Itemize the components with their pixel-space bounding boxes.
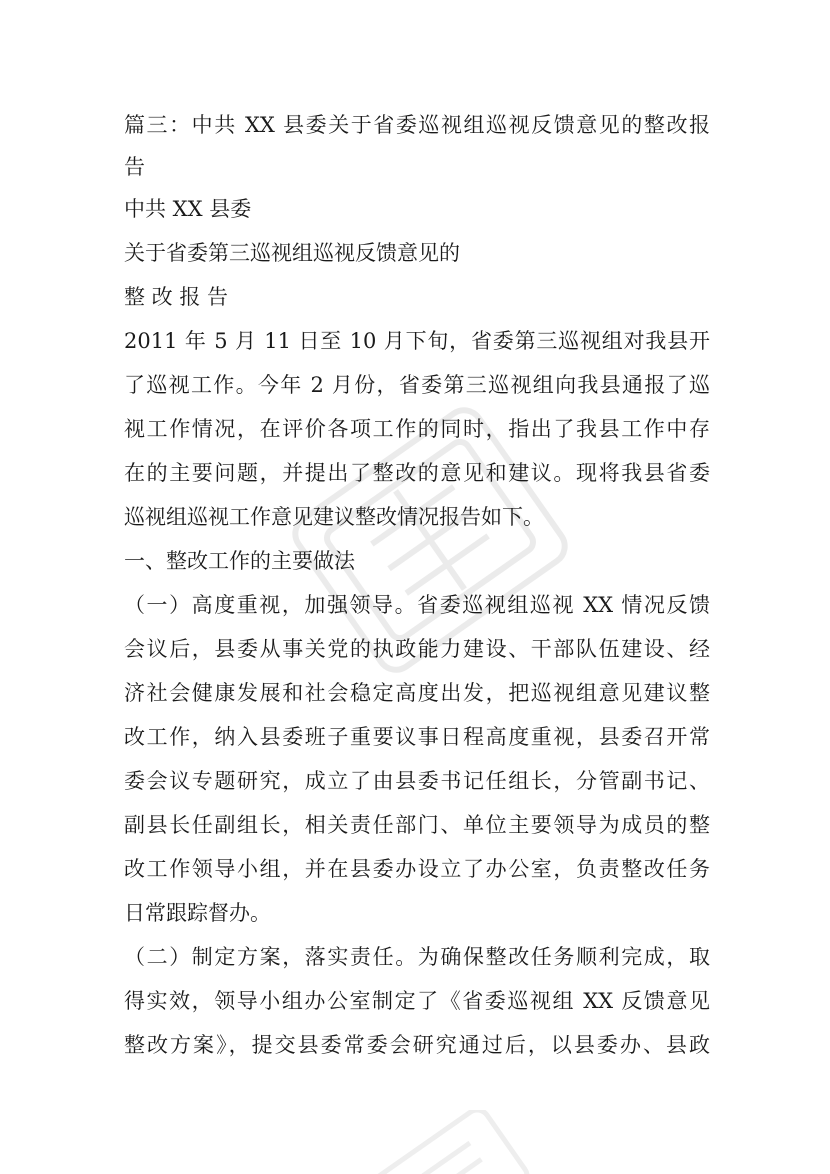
paragraph-intro-line-1: 2011 年 5 月 11 日至 10 月下旬，省委第三巡视组对我县开: [124, 329, 710, 353]
paragraph-1-line-2: 会议后，县委从事关党的执政能力建设、干部队伍建设、经: [124, 637, 710, 661]
paragraph-1-line-8: 日常跟踪督办。: [124, 901, 271, 925]
heading-subject: 关于省委第三巡视组巡视反馈意见的: [124, 241, 460, 265]
paragraph-2-line-3: 整改方案》，提交县委常委会研究通过后，以县委办、县政: [124, 1033, 710, 1057]
title-line-2: 告: [124, 155, 145, 179]
paragraph-intro-line-2: 了巡视工作。今年 2 月份，省委第三巡视组向我县通报了巡: [124, 373, 710, 397]
paragraph-1-line-6: 副县长任副组长，相关责任部门、单位主要领导为成员的整: [124, 813, 710, 837]
title-line-1: 篇三：中共 XX 县委关于省委巡视组巡视反馈意见的整改报: [124, 113, 710, 137]
paragraph-1-line-3: 济社会健康发展和社会稳定高度出发，把巡视组意见建议整: [124, 681, 710, 705]
heading-issuer: 中共 XX 县委: [124, 197, 252, 221]
paragraph-intro-line-4: 在的主要问题，并提出了整改的意见和建议。现将我县省委: [124, 461, 710, 485]
watermark-footer-icon: [330, 1110, 550, 1174]
paragraph-2-line-1: （二）制定方案，落实责任。为确保整改任务顺利完成，取: [124, 945, 710, 969]
paragraph-intro-line-3: 视工作情况，在评价各项工作的同时，指出了我县工作中存: [124, 417, 710, 441]
paragraph-1-line-5: 委会议专题研究，成立了由县委书记任组长，分管副书记、: [124, 769, 710, 793]
heading-report: 整 改 报 告: [124, 285, 229, 309]
paragraph-1-line-7: 改工作领导小组，并在县委办设立了办公室，负责整改任务: [124, 857, 710, 881]
section-heading-1: 一、整改工作的主要做法: [124, 549, 355, 573]
paragraph-1-line-1: （一）高度重视，加强领导。省委巡视组巡视 XX 情况反馈: [124, 593, 710, 617]
paragraph-2-line-2: 得实效，领导小组办公室制定了《省委巡视组 XX 反馈意见: [124, 989, 710, 1013]
paragraph-1-line-4: 改工作，纳入县委班子重要议事日程高度重视，县委召开常: [124, 725, 710, 749]
paragraph-intro-line-5: 巡视组巡视工作意见建议整改情况报告如下。: [124, 505, 544, 529]
